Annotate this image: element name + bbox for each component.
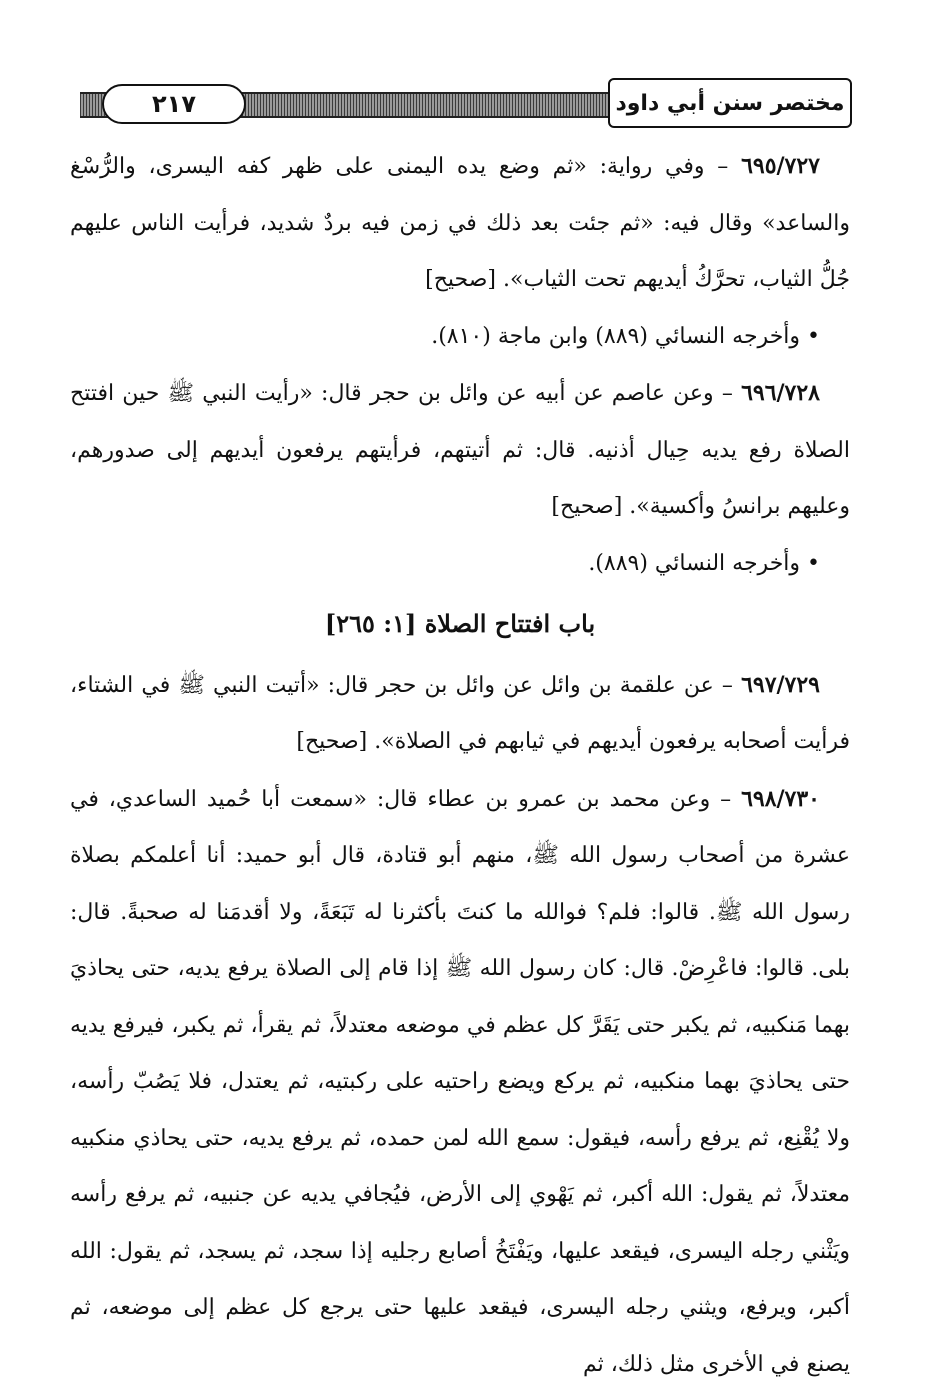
- hadith-number: ٦٩٨/٧٣٠: [741, 785, 820, 812]
- hadith-paragraph: [70, 771, 850, 1394]
- hadith-text: – وعن محمد بن عمرو بن عطاء قال: «سمعت أبا حُميد الساعدي، في عشرة من أصحاب رسول الله ﷺ، منهم أبو قتادة، قال أبو حميد: أنا أعلمكم بصلاة رسول الله ﷺ. قالوا: فلم؟ فوالله ما كنتَ بأكثرنا له تَبَعَةً، ولا أقدمَنا له صحبةً. قال: بلى. قالوا: فاعْرِضْ. قال: كان رسول الله ﷺ إذا قام إلى الصلاة يرفع يديه، حتى يحاذيَ بهما مَنكبيه، ثم يكبر حتى يَقَرَّ كل عظم في موضعه معتدلاً، ثم يقرأ، ثم يكبر، فيرفع يديه حتى يحاذيَ بهما منكبيه، ثم يركع ويضع راحتيه على ركبتيه، ثم يعتدل، فلا يَصُبّ رأسه، ولا يُقْنِع، ثم يرفع رأسه، فيقول: سمع الله لمن حمده، ثم يرفع يديه، حتى يحاذي منكبيه معتدلاً، ثم يقول: الله أكبر، ثم يَهْوي إلى الأرض، فيُجافي يديه عن جنبيه، ثم يرفع رأسه ويَثْني رجله اليسرى، فيقعد عليها، ويَفْتَخُ أصابع رجليه إذا سجد، ثم يسجد، ثم يقول: الله أكبر، ويرفع، ويثني رجله اليسرى، فيقعد عليها حتى يرجع كل عظم إلى موضعه، ثم يصنع في الأخرى مثل ذلك، ثم: [70, 786, 851, 1377]
- page-body: [70, 138, 850, 1393]
- hadith-paragraph: [70, 657, 850, 771]
- hadith-text: – عن علقمة بن وائل عن وائل بن حجر قال: «أتيت النبي ﷺ في الشتاء، فرأيت أصحابه يرفعون أيديهم في ثيابهم في الصلاة». [صحيح]: [70, 672, 850, 754]
- hadith-text: – وفي رواية: «ثم وضع يده اليمنى على ظهر كفه اليسرى، والرُّسْغ والساعد» وقال فيه: «ثم جئت بعد ذلك في زمن فيه بردٌ شديد، فرأيت الناس عليهم جُلُّ الثياب، تحرَّكُ أيديهم تحت الثياب». [صحيح]: [70, 154, 850, 292]
- hadith-number: ٦٩٧/٧٢٩: [741, 671, 820, 698]
- page-header: [72, 78, 852, 134]
- hadith-paragraph: [70, 365, 850, 536]
- takhrij-note: • وأخرجه النسائي (٨٨٩).: [588, 550, 820, 576]
- takhrij-note: • وأخرجه النسائي (٨٨٩) وابن ماجة (٨١٠).: [431, 323, 820, 349]
- chapter-heading: باب افتتاح الصلاة [١: ٢٦٥]: [324, 609, 596, 638]
- hadith-number: ٦٩٥/٧٢٧: [741, 153, 820, 179]
- book-title: مختصر سنن أبي داود: [608, 78, 852, 128]
- hadith-number: ٦٩٦/٧٢٨: [741, 380, 820, 406]
- hadith-paragraph: [70, 138, 850, 309]
- page-number: ٢١٧: [102, 84, 246, 124]
- hadith-text: – وعن عاصم عن أبيه عن وائل بن حجر قال: «رأيت النبي ﷺ حين افتتح الصلاة رفع يديه حِيال أذنيه. قال: ثم أتيتهم، فرأيتهم يرفعون أيديهم إلى صدورهم، وعليهم برانسُ وأكسية». [صحيح]: [70, 381, 850, 519]
